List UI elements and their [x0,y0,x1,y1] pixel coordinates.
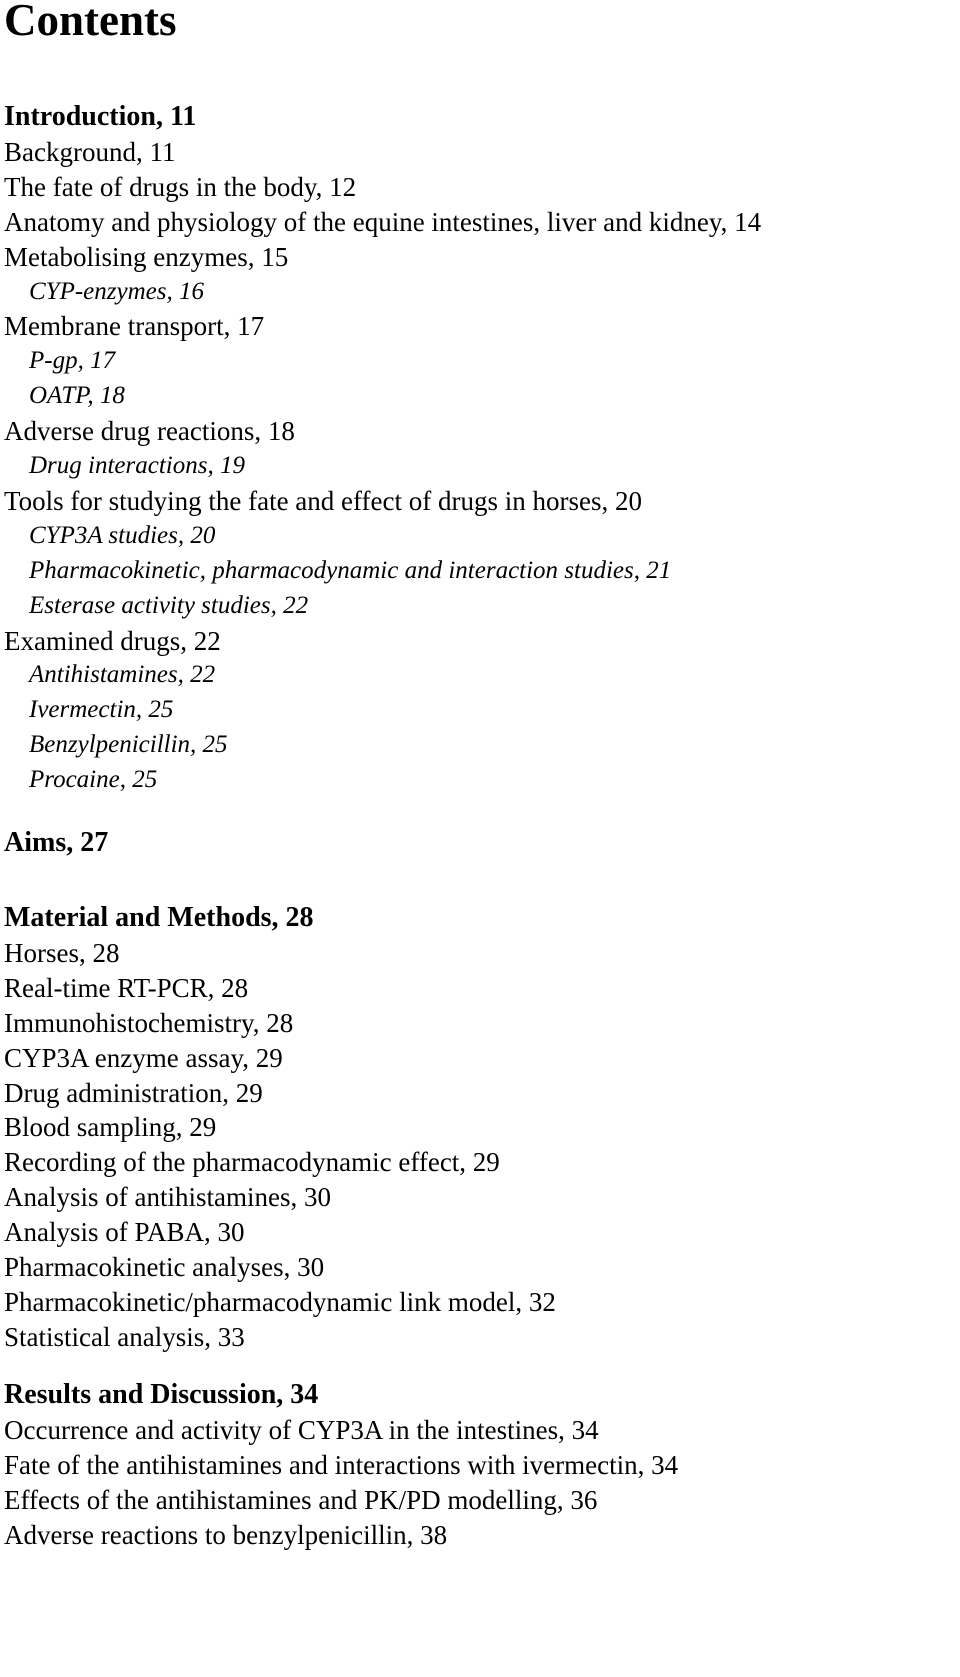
toc-entry[interactable]: Adverse drug reactions, 18 [4,416,295,446]
toc-entry[interactable]: Real-time RT-PCR, 28 [4,973,249,1003]
toc-entry[interactable]: Anatomy and physiology of the equine intestines, liver and kidney, 14 [4,207,762,237]
toc-entry[interactable]: Statistical analysis, 33 [4,1322,245,1352]
toc-entry[interactable]: Effects of the antihistamines and PK/PD modelling, 36 [4,1485,598,1515]
toc-section-heading[interactable]: Introduction, 11 [4,101,197,132]
toc-subentry[interactable]: Ivermectin, 25 [29,696,174,723]
toc-subentry[interactable]: Benzylpenicillin, 25 [29,731,228,758]
toc-entry[interactable]: Fate of the antihistamines and interactions with ivermectin, 34 [4,1450,679,1480]
toc-entry[interactable]: The fate of drugs in the body, 12 [4,172,357,202]
toc-section-heading[interactable]: Aims, 27 [4,827,109,858]
toc-entry[interactable]: Examined drugs, 22 [4,626,221,656]
toc-entry[interactable]: Occurrence and activity of CYP3A in the intestines, 34 [4,1415,599,1445]
toc-subentry[interactable]: Pharmacokinetic, pharmacodynamic and interaction studies, 21 [29,557,672,584]
toc-section-heading[interactable]: Material and Methods, 28 [4,902,314,933]
toc-entry[interactable]: Pharmacokinetic analyses, 30 [4,1252,325,1282]
toc-entry[interactable]: Analysis of PABA, 30 [4,1217,245,1247]
toc-subentry[interactable]: OATP, 18 [29,382,125,409]
toc-section-heading[interactable]: Results and Discussion, 34 [4,1379,319,1410]
toc-entry[interactable]: Tools for studying the fate and effect of drugs in horses, 20 [4,486,642,516]
toc-subentry[interactable]: Antihistamines, 22 [29,661,216,688]
toc-entry[interactable]: Pharmacokinetic/pharmacodynamic link model, 32 [4,1287,556,1317]
toc-subentry[interactable]: P-gp, 17 [29,347,116,374]
page-title: Contents [4,0,177,45]
toc-entry[interactable]: Recording of the pharmacodynamic effect, 29 [4,1147,500,1177]
toc-subentry[interactable]: Procaine, 25 [29,766,158,793]
toc-subentry[interactable]: Esterase activity studies, 22 [29,592,309,619]
toc-entry[interactable]: Horses, 28 [4,938,120,968]
toc-entry[interactable]: Metabolising enzymes, 15 [4,242,289,272]
toc-entry[interactable]: Analysis of antihistamines, 30 [4,1182,331,1212]
toc-entry[interactable]: Immunohistochemistry, 28 [4,1008,294,1038]
toc-subentry[interactable]: CYP-enzymes, 16 [29,278,204,305]
toc-entry[interactable]: CYP3A enzyme assay, 29 [4,1043,283,1073]
toc-entry[interactable]: Background, 11 [4,137,176,167]
toc-entry[interactable]: Blood sampling, 29 [4,1112,217,1142]
toc-entry[interactable]: Drug administration, 29 [4,1078,263,1108]
toc-entry[interactable]: Membrane transport, 17 [4,311,265,341]
toc-subentry[interactable]: CYP3A studies, 20 [29,522,216,549]
toc-subentry[interactable]: Drug interactions, 19 [29,452,245,479]
toc-entry[interactable]: Adverse reactions to benzylpenicillin, 38 [4,1520,448,1550]
